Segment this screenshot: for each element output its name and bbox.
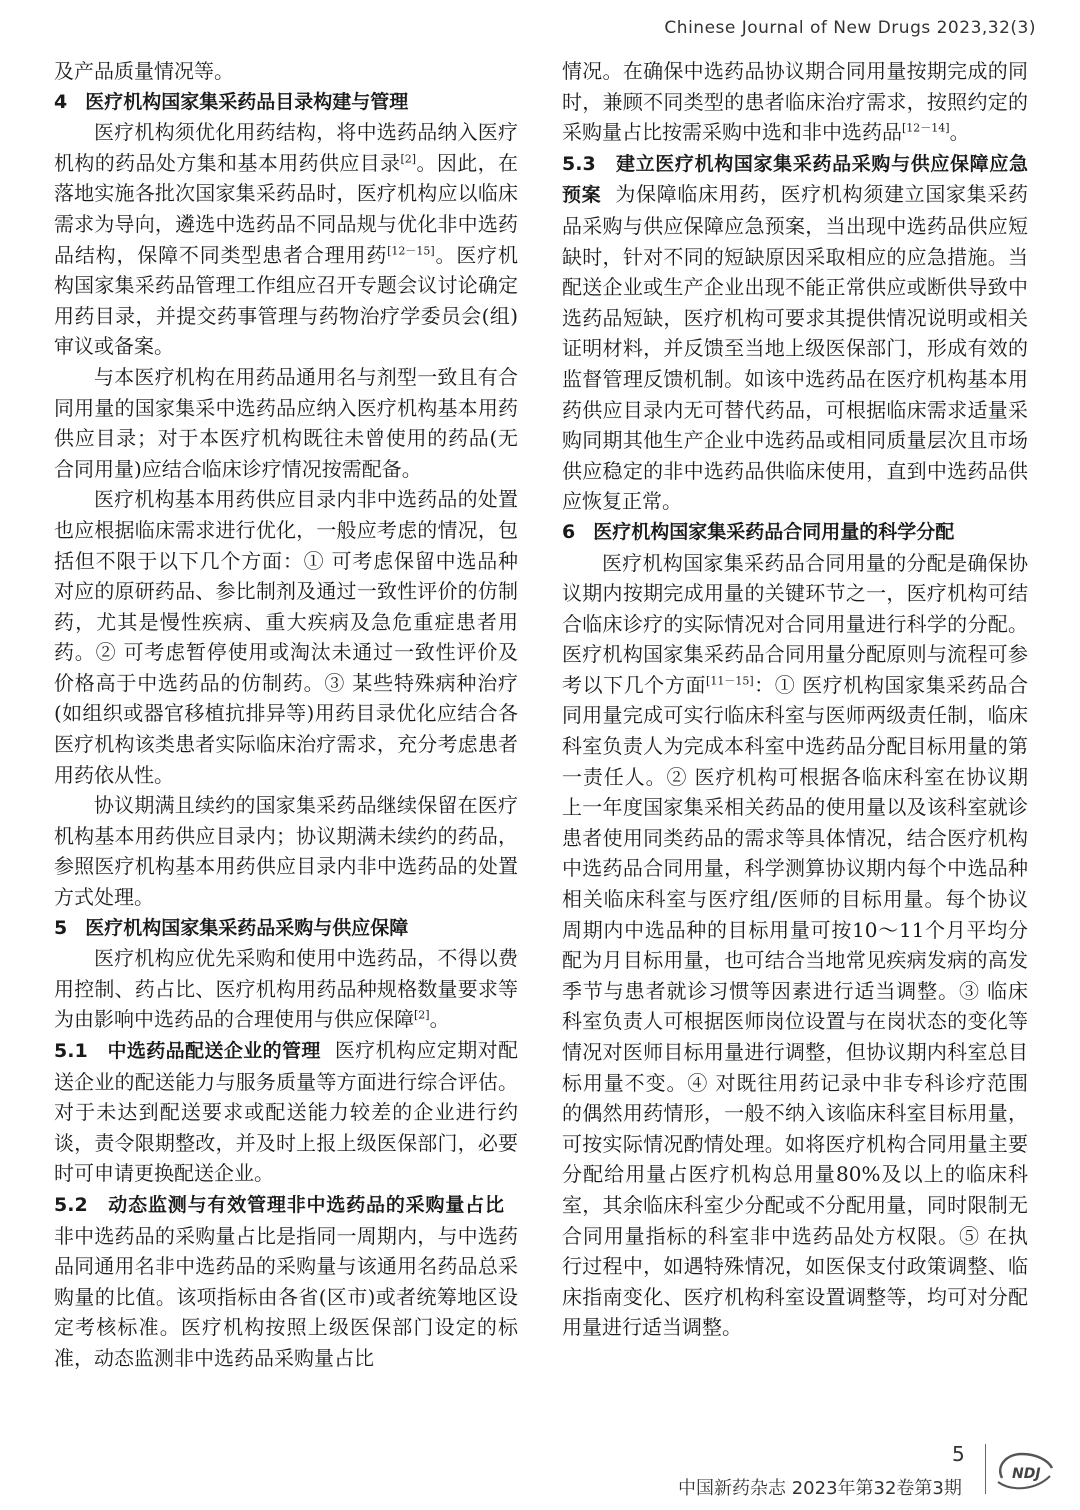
text-run: 。医疗机构国家集采药品管理工作组应召开专题会议讨论确定用药目录，并提交药事管理与药物治疗学委员会(组)审议或备案。 — [54, 242, 519, 359]
text-run: 为保障临床用药，医疗机构须建立国家集采药品采购与供应保障应急预案，当出现中选药品供应短缺时，针对不同的短缺原因采取相应的应急措施。当配送企业或生产企业出现不能正常供应或断供导致中选药品短缺，医疗机构可要求其提供情况说明或相关证明材料，并反馈至当地上级医保部门，形成有效的监督管理反馈机制。如该中选药品在医疗机构基本用药供应目录内无可替代药品，可根据临床需求适量采购同期其他生产企业中选药品或相同质量层次且市场供应稳定的非中选药品供临床使用，直到中选药品供应恢复正常。 — [562, 182, 1028, 514]
section-heading-6 — [562, 517, 1028, 548]
text-run: 医疗机构国家集采药品合同用量的分配是确保协议期内按期完成用量的关键环节之一，医疗机构可结合临床诊疗的实际情况对合同用量进行科学的分配。医疗机构国家集采药品合同用量分配原则与流程可参考以下几个方面 — [562, 550, 1028, 697]
text-run: 情况。在确保中选药品协议期合同用量按期完成的同时，兼顾不同类型的患者临床治疗需求，按照约定的采购量占比按需采购中选和非中选药品 — [562, 59, 1028, 145]
paragraph: 与本医疗机构在用药品通用名与剂型一致且有合同用量的国家集采中选药品应纳入医疗机构基本用药供应目录；对于本医疗机构既往未曾使用的药品(无合同用量)应结合临床诊疗情况按需配备。 — [54, 364, 518, 481]
text-run: 医疗机构应定期对配送企业的配送能力与服务质量等方面进行综合评估。对于未达到配送要求或配送能力较差的企业进行约谈，责令限期整改，并及时上报上级医保部门，必要时可申请更换配送企业。 — [54, 1038, 519, 1186]
journal-logo-icon — [992, 1448, 1056, 1492]
section-heading-4 — [54, 87, 518, 118]
right-column — [562, 56, 1028, 1343]
page-number: 5 — [952, 1442, 965, 1466]
paragraph — [562, 56, 1028, 148]
text-run: 。 — [949, 120, 970, 145]
text-run: 医疗机构应优先采购和使用中选药品，不得以费用控制、药占比、医疗机构用药品种规格数量要求等为由影响中选药品的合理使用与供应保障 — [54, 946, 518, 1032]
subsection-title: 5.3 建立医疗机构国家集采药品采购与供应保障应急预案 — [562, 152, 1028, 207]
subsection-title: 5.2 动态监测与有效管理非中选药品的采购量占比 — [54, 1193, 504, 1216]
paragraph — [54, 943, 518, 1035]
section-title: 医疗机构国家集采药品目录构建与管理 — [85, 90, 409, 113]
running-header: Chinese Journal of New Drugs 2023,32(3) — [664, 18, 1036, 38]
section-title: 医疗机构国家集采药品合同用量的科学分配 — [593, 520, 955, 543]
text-run: 。 — [429, 1007, 450, 1032]
citation: [2] — [400, 152, 417, 166]
paragraph — [54, 117, 518, 362]
svg-text:NDJ: NDJ — [1012, 1466, 1041, 1482]
footer-journal-name: 中国新药杂志 2023年第32卷第3期 — [678, 1478, 962, 1499]
text-run: 。因此，在落地实施各批次国家集采药品时，医疗机构应以临床需求为导向，遴选中选药品不同品规与优化非中选药品结构，保障不同类型患者合理用药 — [54, 150, 519, 267]
text-run: 医疗机构须优化用药结构，将中选药品纳入医疗机构的药品处方集和基本用药供应目录 — [54, 120, 518, 175]
citation: [2] — [414, 1008, 430, 1022]
citation: [12－14] — [902, 121, 950, 135]
text-run: 非中选药品的采购量占比是指同一周期内，与中选药品同通用名非中选药品的采购量与该通用名药品总采购量的比值。该项指标由各省(区市)或者统筹地区设定考核标准。医疗机构按照上级医保部门设定的标准，动态监测非中选药品采购量占比 — [54, 1223, 518, 1370]
paragraph — [562, 548, 1028, 1343]
subsection-title: 5.1 中选药品配送企业的管理 — [54, 1040, 321, 1062]
paragraph — [54, 1035, 518, 1189]
section-title: 医疗机构国家集采药品采购与供应保障 — [85, 916, 409, 939]
paragraph: 协议期满且续约的国家集采药品继续保留在医疗机构基本用药供应目录内；协议期满未续约的药品，参照医疗机构基本用药供应目录内非中选药品的处置方式处理。 — [54, 793, 518, 910]
section-number: 5 — [54, 916, 68, 939]
paragraph: 及产品质量情况等。 — [54, 59, 234, 83]
text-run: ：① 医疗机构国家集采药品合同用量完成可实行临床科室与医师两级责任制，临床科室负责人为完成本科室中选药品分配目标用量的第一责任人。② 医疗机构可根据各临床科室在协议期上一年度国家集采相关药品的使用量以及该科室就诊患者使用同类药品的需求等具体情况，结合医疗机构中选药品合同用量，科学测算协议期内每个中选品种相关临床科室与医疗组/医师的目标用量。每个协议周期内中选品种的目标用量可按10～11个月平均分配为月目标用量，也可结合当地常见疾病发病的高发季节与患者就诊习惯等因素进行适当调整。③ 临床科室负责人可根据医师岗位设置与在岗状态的变化等情况对医师目标用量进行调整，但协议期内科室总目标用量不变。④ 对既往用药记录中非专科诊疗范围的偶然用药情形，一般不纳入该临床科室目标用量，可按实际情况酌情处理。如将医疗机构合同用量主要分配给用量占医疗机构总用量80%及以上的临床科室，其余临床科室少分配或不分配用量，同时限制无合同用量指标的科室非中选药品处方权限。⑤ 在执行过程中，如遇特殊情况，如医保支付政策调整、临床指南变化、医疗机构科室设置调整等，均可对分配用量进行适当调整。 — [562, 672, 1029, 1340]
section-heading-5 — [54, 913, 518, 944]
left-column — [54, 56, 518, 1374]
paragraph — [54, 1189, 518, 1374]
paragraph — [562, 148, 1028, 517]
citation: [12－15] — [387, 243, 435, 257]
citation: [11－15] — [706, 674, 754, 688]
section-number: 6 — [562, 520, 576, 543]
footer-divider — [985, 1444, 986, 1494]
paragraph: 医疗机构基本用药供应目录内非中选药品的处置也应根据临床需求进行优化，一般应考虑的情况，包括但不限于以下几个方面：① 可考虑保留中选品种对应的原研药品、参比制剂及通过一致性评价的仿制药，尤其是慢性疾病、重大疾病及急危重症患者用药。② 可考虑暂停使用或淘汰未通过一致性评价及价格高于中选药品的仿制药。③ 某些特殊病种治疗(如组织或器官移植抗排异等)用药目录优化应结合各医疗机构该类患者实际临床治疗需求，充分考虑患者用药依从性。 — [54, 487, 518, 787]
section-number: 4 — [54, 90, 68, 113]
